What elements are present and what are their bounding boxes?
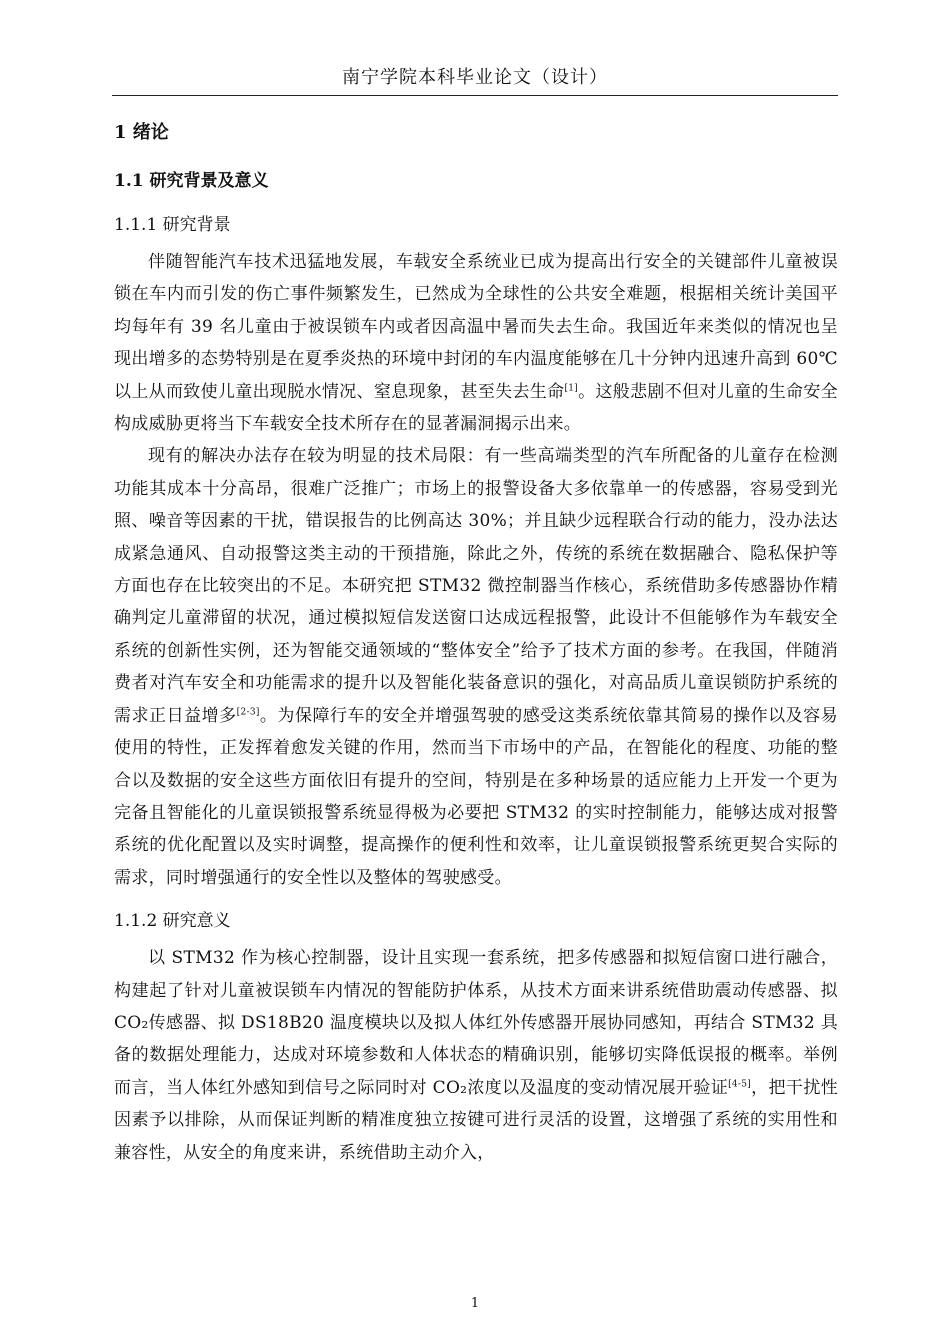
chapter-heading: 1 绪论 <box>114 122 169 143</box>
paragraph-text: ，把干扰性因素予以排除，从而保证判断的精准度独立按键可进行灵活的设置，这增强了系统的实用性和兼容性，从安全的角度来讲，系统借助主动介入， <box>114 1077 838 1163</box>
paragraph-background-2 <box>114 440 838 894</box>
page-number: 1 <box>470 1296 480 1311</box>
running-header-title: 南宁学院本科毕业论文（设计） <box>342 67 608 88</box>
citation-ref: [1] <box>564 382 579 393</box>
paragraph-text: 。为保障行车的安全并增强驾驶的感受这类系统依靠其简易的操作以及容易使用的特性，正发挥着愈发关键的作用，然而当下市场中的产品，在智能化的程度、功能的整合以及数据的安全这些方面依旧有提升的空间，特别是在多种场景的适应能力上开发一个更为完备且智能化的儿童误锁报警系统显得极为必要把 STM32 的实时控制能力，能够达成对报警系统的优化配置以及实时调整，提高操作的便利性和效率，让儿童误锁报警系统更契合实际的需求，同时增强通行的安全性以及整体的驾驶感受。 <box>114 705 838 888</box>
subsection-heading-background: 1.1.1 研究背景 <box>114 215 231 235</box>
page-body <box>114 110 838 1169</box>
citation-ref: [2-3] <box>236 707 260 718</box>
paragraph-text: 现有的解决办法存在较为明显的技术局限：有一些高端类型的汽车所配备的儿童存在检测功能其成本十分高昂，很难广泛推广；市场上的报警设备大多依靠单一的传感器，容易受到光照、噪音等因素的干扰，错误报告的比例高达 30%；并且缺少远程联合行动的能力，没办法达成紧急通风、自动报警这类主动的干预措施，除此之外，传统的系统在数据融合、隐私保护等方面也存在比较突出的不足。本研究把 STM32 微控制器当作核心，系统借助多传感器协作精确判定儿童滞留的状况，通过模拟短信发送窗口达成远程报警，此设计不但能够作为车载安全系统的创新性实例，还为智能交通领域的“整体安全”给予了技术方面的参考。在我国，伴随消费者对汽车安全和功能需求的提升以及智能化装备意识的强化，对高品质儿童误锁防护系统的需求正日益增多 <box>114 446 838 726</box>
paragraph-background-1 <box>114 246 838 440</box>
paragraph-text: 伴随智能汽车技术迅猛地发展，车载安全系统业已成为提高出行安全的关键部件儿童被误锁在车内而引发的伤亡事件频繁发生，已然成为全球性的公共安全难题，根据相关统计美国平均每年有 39 名儿童由于被误锁车内或者因高温中暑而失去生命。我国近年来类似的情况也呈现出增多的态势特别是在夏季炎热的环境中封闭的车内温度能够在几十分钟内迅速升高到 60℃以上从而致使儿童出现脱水情况、窒息现象，甚至失去生命 <box>114 252 838 402</box>
subsection-heading-significance: 1.1.2 研究意义 <box>114 911 231 932</box>
paragraph-significance-1 <box>114 942 838 1169</box>
citation-ref: [4-5] <box>728 1079 752 1090</box>
paragraph-text: 以 STM32 作为核心控制器，设计且实现一套系统，把多传感器和拟短信窗口进行融合，构建起了针对儿童被误锁车内情况的智能防护体系，从技术方面来讲系统借助震动传感器、拟 CO₂传感器、拟 DS18B20 温度模块以及拟人体红外传感器开展协同感知，再结合 STM32 具备的数据处理能力，达成对环境参数和人体状态的精确识别，能够切实降低误报的概率。举例而言，当人体红外感知到信号之际同时对 CO₂浓度以及温度的变动情况展开验证 <box>114 948 838 1098</box>
section-heading: 1.1 研究背景及意义 <box>114 171 269 191</box>
paragraph-text: 。这般悲剧不但对儿童的生命安全构成威胁更将当下车载安全技术所存在的显著漏洞揭示出来。 <box>114 381 838 435</box>
header-divider <box>112 95 838 96</box>
